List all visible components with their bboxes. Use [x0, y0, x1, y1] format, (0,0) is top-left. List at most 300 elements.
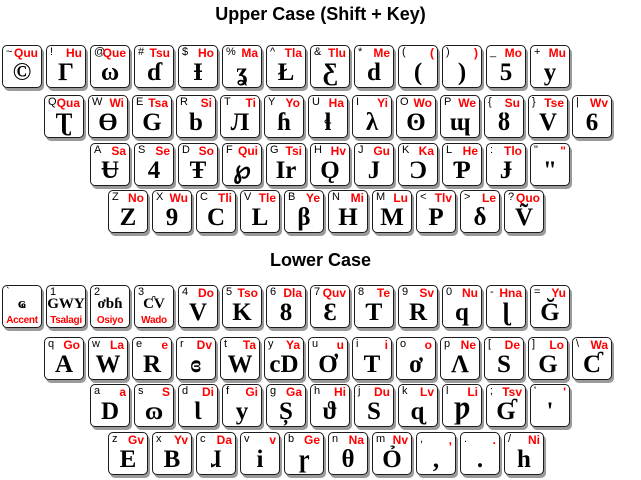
key-v	[240, 432, 280, 475]
key-romanization-label: o	[424, 338, 432, 352]
key-syllabary-glyph: GWY	[47, 296, 85, 312]
key-syllabary-glyph: Ğ	[540, 299, 560, 326]
key-ma	[222, 45, 262, 88]
key-o	[396, 337, 436, 380]
key-romanization-label: Mo	[504, 46, 522, 60]
key-syllabary-glyph: S	[367, 398, 381, 425]
key-tse	[528, 95, 568, 138]
key-character-label: x	[156, 433, 162, 445]
key-romanization-label: Hi	[334, 385, 346, 399]
key-character-label: B	[288, 191, 296, 203]
key-syllabary-glyph: h	[517, 446, 531, 473]
key-romanization-label: Hna	[499, 286, 522, 300]
key-character-label: R	[180, 96, 188, 108]
key-ye	[284, 190, 324, 233]
key-character-label: |	[576, 96, 579, 108]
key-syllabary-glyph: ɋ	[411, 398, 425, 425]
key-romanization-label: So	[198, 144, 214, 158]
key-open-paren	[398, 45, 438, 88]
key-romanization-label: Wa	[590, 338, 608, 352]
key-que	[90, 45, 130, 88]
key-romanization-label: Tsalagi	[50, 315, 82, 326]
key-character-label: >	[464, 191, 471, 203]
key-syllabary-glyph: Z	[119, 204, 137, 231]
key-tla	[266, 45, 306, 88]
key-romanization-label: He	[462, 144, 478, 158]
key-romanization-label: Tsi	[285, 144, 302, 158]
key-syllabary-glyph: cD	[269, 351, 299, 378]
key-hi	[310, 384, 350, 427]
key-tlv	[416, 190, 456, 233]
key-syllabary-glyph: ʓ	[236, 59, 248, 86]
key-tsi	[266, 143, 306, 186]
key-syllabary-glyph: P	[428, 204, 444, 231]
key-syllabary-glyph: i	[256, 446, 264, 473]
key-le	[460, 190, 500, 233]
key-gi	[222, 384, 262, 427]
key-syllabary-glyph: M	[380, 204, 404, 231]
key-character-label: b	[288, 433, 295, 445]
key-character-label: &	[314, 46, 322, 58]
key-tsa	[132, 95, 172, 138]
key-so	[178, 143, 218, 186]
key-syllabary-glyph: Ɵ	[98, 109, 118, 136]
key-syllabary-glyph: T	[363, 351, 381, 378]
key-syllabary-glyph: Ƈ	[582, 351, 602, 378]
key-romanization-label: Tsa	[148, 96, 168, 110]
key-romanization-label: a	[119, 385, 126, 399]
key-syllabary-glyph: Λ	[451, 351, 469, 378]
key-ga	[266, 384, 306, 427]
key-syllabary-glyph: V	[188, 299, 208, 326]
key-character-label: F	[226, 144, 233, 156]
key-character-label: *	[358, 46, 363, 58]
key-character-label: .	[464, 433, 468, 445]
key-syllabary-glyph: δ	[473, 204, 487, 231]
key-character-label: W	[92, 96, 103, 108]
key-romanization-label: e	[161, 338, 168, 352]
key-character-label: {	[488, 96, 492, 108]
key-mu	[530, 45, 570, 88]
key-romanization-label: No	[128, 191, 144, 205]
key-syllabary-glyph: K	[232, 299, 252, 326]
key-romanization-label: Mi	[350, 191, 364, 205]
key-qua	[44, 95, 84, 138]
key-no	[108, 190, 148, 233]
key-sa	[90, 143, 130, 186]
key-character-label: h	[314, 385, 321, 397]
key-romanization-label: Ti	[245, 96, 256, 110]
key-character-label: y	[268, 338, 274, 350]
key-syllabary-glyph: Ʉ	[100, 157, 120, 184]
key-syllabary-glyph: G	[142, 109, 162, 136]
key-romanization-label: Ka	[418, 144, 434, 158]
key-romanization-label: Accent	[6, 315, 38, 326]
key-syllabary-glyph: θ	[341, 446, 355, 473]
key-character-label: f	[226, 385, 230, 397]
key-syllabary-glyph: Γ	[58, 59, 74, 86]
key-character-label: `	[6, 286, 10, 298]
key-character-label: H	[314, 144, 322, 156]
keyboard-row	[108, 190, 548, 233]
key-romanization-label: Le	[481, 191, 496, 205]
key-yv	[152, 432, 192, 475]
key-syllabary-glyph: Ș	[279, 398, 293, 425]
key-su	[484, 95, 524, 138]
key-romanization-label: v	[269, 433, 276, 447]
key-syllabary-glyph: 6	[585, 109, 599, 136]
key-nv	[372, 432, 412, 475]
key-syllabary-glyph: Ɉ	[499, 157, 513, 184]
key-romanization-label: Wo	[413, 96, 432, 110]
key-romanization-label: Ni	[528, 433, 540, 447]
key-syllabary-glyph: R	[142, 351, 162, 378]
key-wado	[134, 285, 174, 328]
key-syllabary-glyph: ƇV	[143, 296, 165, 312]
key-romanization-label: Li	[467, 385, 478, 399]
key-romanization-label: Lo	[549, 338, 564, 352]
key-osiyo	[90, 285, 130, 328]
key-hv	[310, 143, 350, 186]
key-character-label: 1	[50, 286, 57, 298]
key-character-label: t	[224, 338, 228, 350]
key-romanization-label: Ma	[241, 46, 258, 60]
keyboard-row	[44, 95, 616, 138]
key-romanization-label: Nu	[462, 286, 478, 300]
keyboard-row	[2, 285, 574, 328]
key-mo	[486, 45, 526, 88]
key-syllabary-glyph: Ǫ	[320, 157, 340, 184]
key-romanization-label: Mu	[548, 46, 566, 60]
key-syllabary-glyph: Ɔ	[408, 157, 428, 184]
key-se	[134, 143, 174, 186]
key-romanization-label: Yu	[551, 286, 566, 300]
key-romanization-label: "	[560, 144, 566, 158]
key-tlu	[310, 45, 350, 88]
key-character-label: l	[446, 385, 449, 397]
key-hu	[46, 45, 86, 88]
key-romanization-label: Dla	[283, 286, 302, 300]
key-s	[134, 384, 174, 427]
key-character-label: Z	[112, 191, 119, 203]
key-syllabary-glyph: Ir	[275, 157, 297, 184]
key-tli	[196, 190, 236, 233]
keyboard-row	[108, 432, 548, 475]
key-romanization-label: Te	[376, 286, 390, 300]
key-syllabary-glyph: Ɠ	[496, 398, 516, 425]
key-character-label: ;	[490, 385, 494, 397]
key-romanization-label: Yi	[377, 96, 388, 110]
key-romanization-label: Su	[504, 96, 520, 110]
key-syllabary-glyph: 5	[499, 59, 513, 86]
key-close-paren	[442, 45, 482, 88]
key-go	[44, 337, 84, 380]
key-romanization-label: Me	[373, 46, 390, 60]
key-character-label: X	[156, 191, 164, 203]
key-character-label: 4	[182, 286, 189, 298]
key-syllabary-glyph: W	[95, 351, 121, 378]
key-lv	[398, 384, 438, 427]
key-he	[442, 143, 482, 186]
key-e	[132, 337, 172, 380]
key-syllabary-glyph: H	[338, 204, 358, 231]
key-syllabary-glyph: y	[543, 59, 557, 86]
key-romanization-label: Tlv	[434, 191, 452, 205]
key-apostrophe	[530, 384, 570, 427]
key-character-label: T	[224, 96, 231, 108]
key-ya	[264, 337, 304, 380]
key-character-label: w	[92, 338, 100, 350]
key-ti	[220, 95, 260, 138]
key-character-label: J	[358, 144, 364, 156]
key-romanization-label: Se	[155, 144, 170, 158]
key-gv	[108, 432, 148, 475]
key-ne	[440, 337, 480, 380]
key-character-label: '	[534, 385, 537, 397]
key-te	[354, 285, 394, 328]
key-romanization-label: Go	[63, 338, 80, 352]
key-romanization-label: Tlo	[504, 144, 522, 158]
key-character-label: 9	[402, 286, 409, 298]
key-character-label: d	[182, 385, 189, 397]
key-romanization-label: )	[474, 46, 478, 60]
key-romanization-label: Nv	[392, 433, 408, 447]
key-romanization-label: Wi	[109, 96, 124, 110]
key-syllabary-glyph: Ỏ	[382, 446, 402, 473]
key-romanization-label: Gu	[373, 144, 390, 158]
key-syllabary-glyph: R	[408, 299, 428, 326]
key-syllabary-glyph: )	[457, 59, 467, 86]
key-character-label: ^	[270, 46, 276, 58]
key-romanization-label: Ha	[328, 96, 344, 110]
key-romanization-label: u	[336, 338, 344, 352]
key-romanization-label: Tlu	[328, 46, 346, 60]
key-syllabary-glyph: A	[54, 351, 74, 378]
key-romanization-label: Quv	[322, 286, 346, 300]
key-syllabary-glyph: ɞ	[190, 351, 202, 378]
key-syllabary-glyph: Ɩ	[194, 398, 202, 425]
key-romanization-label: '	[563, 385, 566, 399]
key-character-label: c	[200, 433, 206, 445]
key-character-label: C	[200, 191, 208, 203]
key-syllabary-glyph: E	[119, 446, 137, 473]
key-syllabary-glyph: ɭ	[502, 299, 510, 326]
key-syllabary-glyph: ɰ	[449, 109, 471, 136]
key-character-label: z	[112, 433, 118, 445]
key-syllabary-glyph: ,	[432, 446, 440, 473]
key-character-label: q	[48, 338, 55, 350]
key-character-label: i	[356, 338, 359, 350]
upper-case-title: Upper Case (Shift + Key)	[215, 4, 426, 24]
key-character-label: N	[332, 191, 340, 203]
key-syllabary-glyph: ϑ	[322, 398, 338, 425]
key-character-label: #	[138, 46, 145, 58]
key-romanization-label: Tso	[237, 286, 258, 300]
key-romanization-label: Dv	[196, 338, 212, 352]
key-syllabary-glyph: ℘	[233, 157, 251, 184]
key-character-label: +	[534, 46, 541, 58]
key-romanization-label: Yo	[285, 96, 300, 110]
key-wv	[572, 95, 612, 138]
key-dv	[176, 337, 216, 380]
keyboard-row	[90, 384, 574, 427]
key-accent	[2, 285, 42, 328]
key-syllabary-glyph: (	[413, 59, 423, 86]
key-da	[196, 432, 236, 475]
key-tsu	[134, 45, 174, 88]
key-wi	[88, 95, 128, 138]
key-romanization-label: Wv	[590, 96, 608, 110]
key-ta	[220, 337, 260, 380]
key-syllabary-glyph: b	[189, 109, 203, 136]
key-syllabary-glyph: 4	[147, 157, 161, 184]
key-syllabary-glyph: ɷ	[144, 398, 164, 425]
key-romanization-label: We	[458, 96, 476, 110]
key-character-label: G	[270, 144, 279, 156]
key-romanization-label: Tle	[258, 191, 276, 205]
key-syllabary-glyph: .	[476, 446, 484, 473]
key-syllabary-glyph: ɺ	[210, 446, 222, 473]
key-romanization-label: Wu	[169, 191, 188, 205]
key-character-label: <	[420, 191, 427, 203]
key-romanization-label: Ge	[303, 433, 320, 447]
key-syllabary-glyph: J	[367, 157, 381, 184]
key-character-label: (	[402, 46, 406, 58]
key-romanization-label: Ho	[198, 46, 214, 60]
key-syllabary-glyph: ©	[12, 59, 32, 86]
key-character-label: /	[508, 433, 512, 445]
key-romanization-label: Ne	[460, 338, 476, 352]
key-romanization-label: Que	[102, 46, 126, 60]
key-syllabary-glyph: ơbɦ	[97, 296, 123, 312]
key-character-label: D	[182, 144, 190, 156]
key-character-label: !	[50, 46, 54, 58]
key-syllabary-glyph: Ŧ	[189, 157, 207, 184]
key-character-label: v	[244, 433, 250, 445]
key-quu	[2, 45, 42, 88]
key-character-label: "	[534, 144, 538, 156]
key-ge	[284, 432, 324, 475]
key-character-label: A	[94, 144, 102, 156]
key-syllabary-glyph: "	[543, 157, 557, 184]
key-period	[460, 432, 500, 475]
key-tso	[222, 285, 262, 328]
key-character-label: [	[488, 338, 492, 350]
key-ni	[504, 432, 544, 475]
key-character-label: u	[312, 338, 319, 350]
key-character-label: -	[490, 286, 494, 298]
key-nu	[442, 285, 482, 328]
key-syllabary-glyph: Ƹ	[322, 59, 338, 86]
key-character-label: E	[136, 96, 144, 108]
key-character-label: n	[332, 433, 339, 445]
key-character-label: ?	[508, 191, 515, 203]
key-character-label: %	[226, 46, 236, 58]
key-romanization-label: Wado	[141, 315, 167, 326]
key-romanization-label: Osiyo	[96, 315, 124, 326]
key-quo	[504, 190, 544, 233]
key-syllabary-glyph: d	[367, 59, 381, 86]
key-character-label: )	[446, 46, 450, 58]
key-de	[484, 337, 524, 380]
key-i	[352, 337, 392, 380]
key-romanization-label: Na	[348, 433, 364, 447]
key-character-label: U	[312, 96, 320, 108]
key-syllabary-glyph: ɦ	[277, 109, 291, 136]
key-character-label: 8	[358, 286, 365, 298]
key-romanization-label: Gv	[127, 433, 144, 447]
key-tsv	[486, 384, 526, 427]
key-character-label: s	[138, 385, 144, 397]
key-syllabary-glyph: ơ	[409, 351, 423, 378]
key-romanization-label: La	[109, 338, 124, 352]
key-romanization-label: Ga	[285, 385, 302, 399]
key-romanization-label: Si	[200, 96, 212, 110]
key-romanization-label: Tsu	[149, 46, 170, 60]
lower-case-title: Lower Case	[269, 250, 372, 270]
key-character-label: Y	[268, 96, 276, 108]
key-romanization-label: Da	[216, 433, 232, 447]
key-wo	[396, 95, 436, 138]
key-character-label: @	[94, 46, 106, 58]
key-syllabary-glyph: B	[163, 446, 181, 473]
key-hna	[486, 285, 526, 328]
key-syllabary-glyph: Ơ	[318, 351, 338, 378]
key-romanization-label: .	[492, 433, 496, 447]
key-romanization-label: Sa	[111, 144, 126, 158]
key-character-label: Q	[48, 96, 57, 108]
key-syllabary-glyph: L	[251, 204, 269, 231]
key-character-label: p	[444, 338, 451, 350]
key-romanization-label: Qui	[238, 144, 258, 158]
key-quote	[530, 143, 570, 186]
key-syllabary-glyph: ɬ	[324, 109, 332, 136]
key-syllabary-glyph: λ	[365, 109, 379, 136]
key-syllabary-glyph: ɼ	[298, 446, 310, 473]
key-na	[328, 432, 368, 475]
key-character-label: =	[534, 286, 541, 298]
key-syllabary-glyph: Л	[230, 109, 250, 136]
key-character-label: 6	[270, 286, 277, 298]
key-dla	[266, 285, 306, 328]
key-di	[178, 384, 218, 427]
key-romanization-label: Do	[198, 286, 214, 300]
key-romanization-label: Ta	[242, 338, 256, 352]
key-syllabary-glyph: β	[297, 204, 311, 231]
key-romanization-label: (	[430, 46, 434, 60]
key-character-label: k	[402, 385, 408, 397]
key-syllabary-glyph: S	[497, 351, 511, 378]
key-syllabary-glyph: C	[206, 204, 226, 231]
key-comma	[416, 432, 456, 475]
keyboard-row	[2, 45, 574, 88]
key-tlo	[486, 143, 526, 186]
key-character-label: o	[400, 338, 407, 350]
key-syllabary-glyph: ω	[100, 59, 120, 86]
key-yi	[352, 95, 392, 138]
key-tsalagi	[46, 285, 86, 328]
key-character-label: 3	[138, 286, 145, 298]
key-character-label: :	[490, 144, 494, 156]
key-sv	[398, 285, 438, 328]
key-quv	[310, 285, 350, 328]
key-romanization-label: ,	[448, 433, 452, 447]
key-syllabary-glyph: y	[235, 398, 249, 425]
key-syllabary-glyph: ȣ	[497, 109, 511, 136]
key-character-label: 0	[446, 286, 453, 298]
key-character-label: $	[182, 46, 189, 58]
key-character-label: }	[532, 96, 536, 108]
